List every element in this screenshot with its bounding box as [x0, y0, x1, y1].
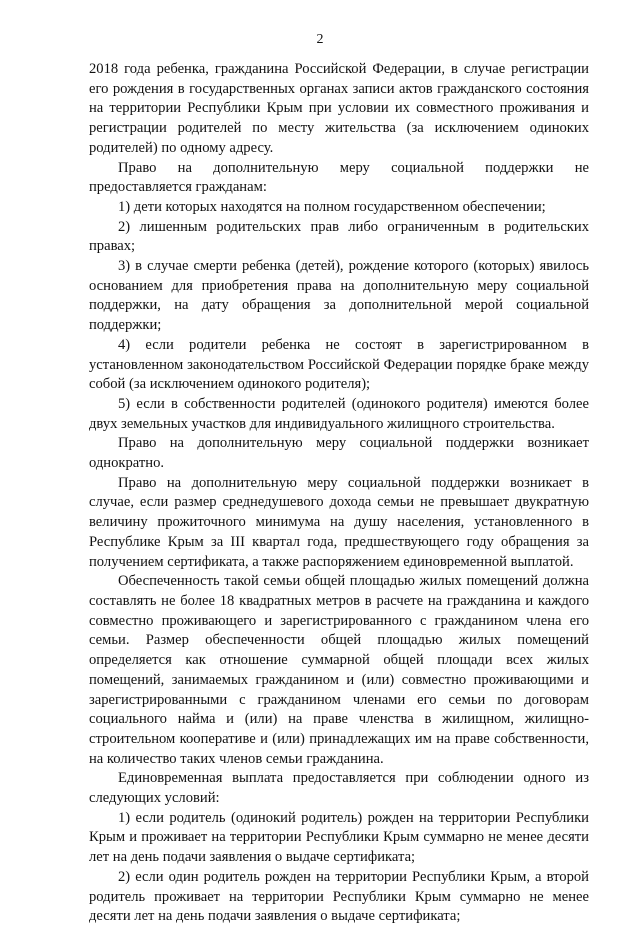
- list-item-3: 3) в случае смерти ребенка (детей), рождение которого (которых) явилось основанием для приобретения права на дополнительную меру социальной поддержки, на дату обращения за дополнительной мерой социальной поддержки;: [89, 258, 589, 334]
- list-item-5: 5) если в собственности родителей (одинокого родителя) имеются более двух земельных участков для индивидуального жилищного строительства.: [89, 395, 589, 432]
- paragraph-one-time-right: Право на дополнительную меру социальной поддержки возникает однократно.: [89, 435, 589, 472]
- page-number: 2: [316, 32, 324, 47]
- paragraph-housing-provision: Обеспеченность такой семьи общей площадью жилых помещений должна составлять не более 18 квадратных метров в расчете на гражданина и каждого совместно проживающего и зарегистрированного с гражданином члена его семьи. Размер обеспеченности общей площадью жилых помещений определяется как отношение суммарной общей площади всех жилых помещений, занимаемых гражданином и (или) совместно проживающими и зарегистрированными с гражданином членами его семьи по договорам социального найма и (или) на праве членства в жилищном, жилищно-строительном кооперативе и (или) принадлежащих им на праве собственности, на количество таких членов семьи гражданина.: [89, 573, 589, 767]
- condition-item-2: 2) если один родитель рожден на территории Республики Крым, а второй родитель проживает на территории Республики Крым суммарно не менее десяти лет на день подачи заявления о выдаче сертификата;: [89, 868, 589, 925]
- document-body: [89, 60, 589, 927]
- condition-item-1: 1) если родитель (одинокий родитель) рожден на территории Республики Крым и проживает на территории Республики Крым суммарно не менее десяти лет на день подачи заявления о выдаче сертификата;: [89, 809, 589, 866]
- paragraph-payment-conditions-intro: Единовременная выплата предоставляется при соблюдении одного из следующих условий:: [89, 770, 589, 807]
- paragraph-continuation: 2018 года ребенка, гражданина Российской Федерации, в случае регистрации его рождения в государственных органах записи актов гражданского состояния на территории Республики Крым при условии их совместного проживания и регистрации родителей по месту жительства (за исключением одиноких родителей) по одному адресу.: [89, 61, 589, 156]
- paragraph-not-granted-intro: Право на дополнительную меру социальной поддержки не предоставляется гражданам:: [89, 159, 589, 196]
- paragraph-income-condition: Право на дополнительную меру социальной поддержки возникает в случае, если размер среднедушевого дохода семьи не превышает двукратную величину прожиточного минимума на душу населения, установленного в Республике Крым за III квартал года, предшествующего году обращения за получением сертификата, а также распоряжением единовременной выплатой.: [89, 474, 589, 570]
- list-item-2: 2) лишенным родительских прав либо ограниченным в родительских правах;: [89, 218, 589, 255]
- list-item-4: 4) если родители ребенка не состоят в зарегистрированном в установленном законодательством Российской Федерации порядке браке между собой (за исключением одинокого родителя);: [89, 336, 589, 393]
- list-item-1: 1) дети которых находятся на полном государственном обеспечении;: [118, 198, 546, 215]
